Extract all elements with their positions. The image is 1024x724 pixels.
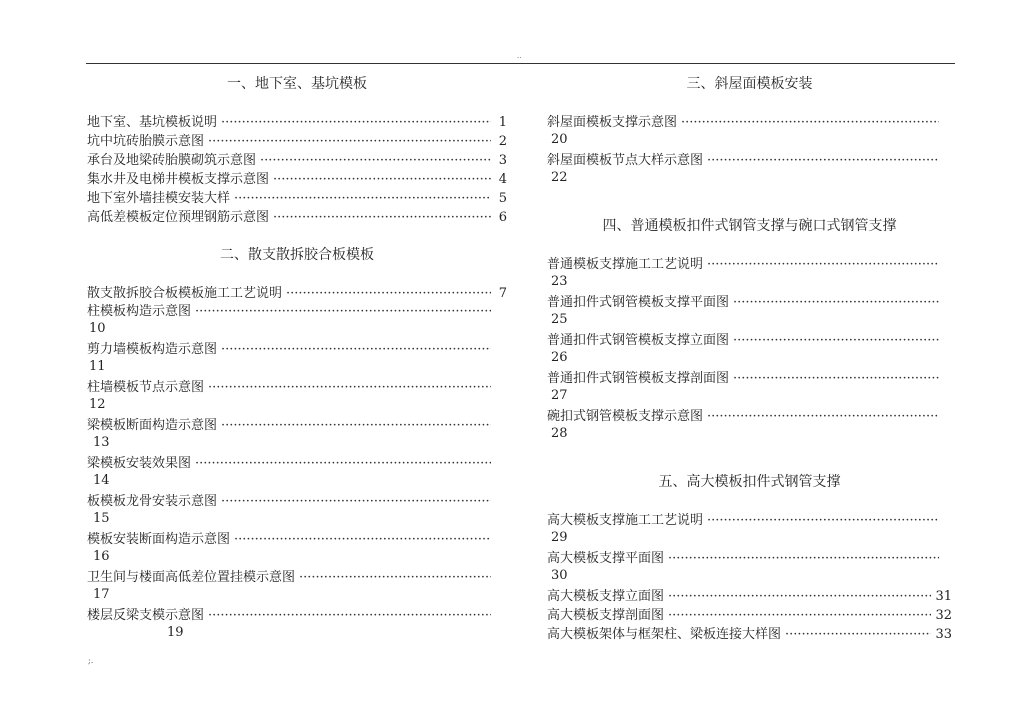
toc-entry-wrapped[interactable] xyxy=(87,607,495,641)
toc-entry-page: 5 xyxy=(498,191,507,206)
toc-entry-wrapped[interactable] xyxy=(87,379,495,413)
toc-entry-wrapped[interactable] xyxy=(547,294,943,328)
toc-entry-page: 20 xyxy=(551,132,568,147)
toc-entry[interactable] xyxy=(87,190,507,207)
dot-leader xyxy=(208,379,491,396)
dot-leader xyxy=(668,550,939,567)
toc-entry-page: 4 xyxy=(498,172,507,187)
dot-leader xyxy=(733,370,939,387)
toc-entry-title: 高大模板支撑施工工艺说明 xyxy=(547,513,704,528)
toc-entry-page: 28 xyxy=(551,426,568,441)
section-heading-1: 一、地下室、基坑模板 xyxy=(227,76,367,92)
toc-entry-page: 14 xyxy=(93,473,110,488)
toc-entry-title: 普通模板支撑施工工艺说明 xyxy=(547,257,704,272)
toc-entry-page: 23 xyxy=(551,274,568,289)
toc-entry-page: 25 xyxy=(551,312,568,327)
section-heading-5: 五、高大模板扣件式钢管支撑 xyxy=(658,474,841,490)
toc-entry-wrapped[interactable] xyxy=(87,341,495,375)
toc-entry-page: 10 xyxy=(89,321,106,336)
section-heading-3: 三、斜屋面模板安装 xyxy=(686,76,813,92)
toc-entry-wrapped[interactable] xyxy=(547,152,943,186)
toc-entry[interactable] xyxy=(87,114,507,131)
dot-leader xyxy=(733,294,939,311)
toc-entry-title: 高大模板支撑剖面图 xyxy=(547,608,665,623)
toc-entry-title: 高大模板支撑立面图 xyxy=(547,589,665,604)
section-heading-2: 二、散支散拆胶合板模板 xyxy=(220,247,374,263)
header-mark: ·· xyxy=(517,54,522,62)
dot-leader xyxy=(707,152,939,169)
section-heading-4: 四、普通模板扣件式钢管支撑与碗口式钢管支撑 xyxy=(602,218,897,234)
toc-entry-title: 卫生间与楼面高低差位置挂模示意图 xyxy=(87,570,296,585)
toc-entry-page: 19 xyxy=(167,625,184,640)
toc-entry-page: 3 xyxy=(498,153,507,168)
toc-entry-page: 17 xyxy=(93,587,110,602)
toc-entry-page: 6 xyxy=(498,210,507,225)
toc-entry-title: 地下室、基坑模板说明 xyxy=(87,115,218,130)
toc-entry-title: 地下室外墙挂模安装大样 xyxy=(87,191,231,206)
toc-entry-title: 楼层反梁支模示意图 xyxy=(87,608,205,623)
toc-entry-page: 30 xyxy=(551,568,568,583)
toc-entry-page: 12 xyxy=(89,397,106,412)
toc-entry-page: 1 xyxy=(498,115,507,130)
toc-entry[interactable] xyxy=(547,588,952,605)
toc-entry-title: 普通扣件式钢管模板支撑平面图 xyxy=(547,295,730,310)
toc-entry[interactable] xyxy=(87,285,507,302)
header-rule xyxy=(86,63,955,64)
toc-entry-title: 高大模板架体与框架柱、梁板连接大样图 xyxy=(547,627,782,642)
toc-entry-wrapped[interactable] xyxy=(547,370,943,404)
toc-entry-wrapped[interactable] xyxy=(547,512,943,546)
toc-entry-title: 剪力墙模板构造示意图 xyxy=(87,342,218,357)
dot-leader xyxy=(221,341,491,358)
toc-entry-title: 柱墙模板节点示意图 xyxy=(87,380,205,395)
toc-entry-page: 2 xyxy=(498,134,507,149)
toc-entry-page: 27 xyxy=(551,388,568,403)
toc-entry-wrapped[interactable] xyxy=(87,569,495,603)
dot-leader xyxy=(733,332,939,349)
toc-entry-title: 模板安装断面构造示意图 xyxy=(87,532,231,547)
dot-leader xyxy=(707,408,939,425)
toc-entry-page: 22 xyxy=(551,170,568,185)
dot-leader xyxy=(785,626,931,643)
toc-entry-title: 高大模板支撑平面图 xyxy=(547,551,665,566)
dot-leader xyxy=(208,607,491,624)
toc-entry-page: 32 xyxy=(935,608,952,623)
dot-leader xyxy=(234,190,491,207)
toc-entry[interactable] xyxy=(87,133,507,150)
toc-entry-title: 梁模板安装效果图 xyxy=(87,456,192,471)
dot-leader xyxy=(234,531,491,548)
toc-entry-wrapped[interactable] xyxy=(87,417,495,451)
dot-leader xyxy=(299,569,491,586)
toc-entry-wrapped[interactable] xyxy=(547,114,943,148)
toc-entry-title: 碗扣式钢管模板支撑示意图 xyxy=(547,409,704,424)
toc-entry[interactable] xyxy=(547,626,952,643)
toc-entry[interactable] xyxy=(547,607,952,624)
toc-entry-page: 11 xyxy=(89,359,106,374)
toc-entry-wrapped[interactable] xyxy=(547,256,943,290)
toc-entry-title: 散支散拆胶合板模板施工工艺说明 xyxy=(87,286,283,301)
toc-entry-title: 普通扣件式钢管模板支撑剖面图 xyxy=(547,371,730,386)
dot-leader xyxy=(707,512,939,529)
toc-entry-page: 15 xyxy=(93,511,110,526)
toc-entry[interactable] xyxy=(87,152,507,169)
toc-entry-page: 31 xyxy=(935,589,952,604)
dot-leader xyxy=(681,114,939,131)
toc-entry-page: 7 xyxy=(498,286,507,301)
toc-entry-wrapped[interactable] xyxy=(547,332,943,366)
dot-leader xyxy=(208,133,491,150)
dot-leader xyxy=(273,209,491,226)
dot-leader xyxy=(668,588,931,605)
toc-entry-title: 高低差模板定位预埋钢筋示意图 xyxy=(87,210,270,225)
toc-entry-page: 13 xyxy=(93,435,110,450)
toc-entry-title: 柱模板构造示意图 xyxy=(87,304,192,319)
dot-leader xyxy=(195,303,491,320)
toc-entry-wrapped[interactable] xyxy=(87,303,495,337)
dot-leader xyxy=(221,417,491,434)
dot-leader xyxy=(286,285,491,302)
dot-leader xyxy=(668,607,931,624)
dot-leader xyxy=(221,493,491,510)
toc-entry[interactable] xyxy=(87,209,507,226)
toc-entry-title: 板模板龙骨安装示意图 xyxy=(87,494,218,509)
toc-entry-wrapped[interactable] xyxy=(87,455,495,489)
toc-entry-title: 坑中坑砖胎膜示意图 xyxy=(87,134,205,149)
toc-entry[interactable] xyxy=(87,171,507,188)
toc-entry-title: 集水井及电梯井模板支撑示意图 xyxy=(87,172,270,187)
dot-leader xyxy=(707,256,939,273)
toc-entry-title: 斜屋面模板节点大样示意图 xyxy=(547,153,704,168)
toc-entry-wrapped[interactable] xyxy=(547,408,943,442)
toc-entry-title: 梁模板断面构造示意图 xyxy=(87,418,218,433)
toc-entry-title: 斜屋面模板支撑示意图 xyxy=(547,115,678,130)
toc-entry-page: 29 xyxy=(551,530,568,545)
footer-mark: ;. xyxy=(88,656,94,665)
toc-entry-wrapped[interactable] xyxy=(547,550,943,584)
toc-entry-wrapped[interactable] xyxy=(87,493,495,527)
dot-leader xyxy=(221,114,491,131)
toc-entry-page: 33 xyxy=(935,627,952,642)
toc-entry-title: 承台及地梁砖胎膜砌筑示意图 xyxy=(87,153,257,168)
toc-entry-page: 26 xyxy=(551,350,568,365)
toc-entry-wrapped[interactable] xyxy=(87,531,495,565)
toc-entry-title: 普通扣件式钢管模板支撑立面图 xyxy=(547,333,730,348)
dot-leader xyxy=(195,455,491,472)
dot-leader xyxy=(260,152,491,169)
toc-entry-page: 16 xyxy=(93,549,110,564)
dot-leader xyxy=(273,171,491,188)
